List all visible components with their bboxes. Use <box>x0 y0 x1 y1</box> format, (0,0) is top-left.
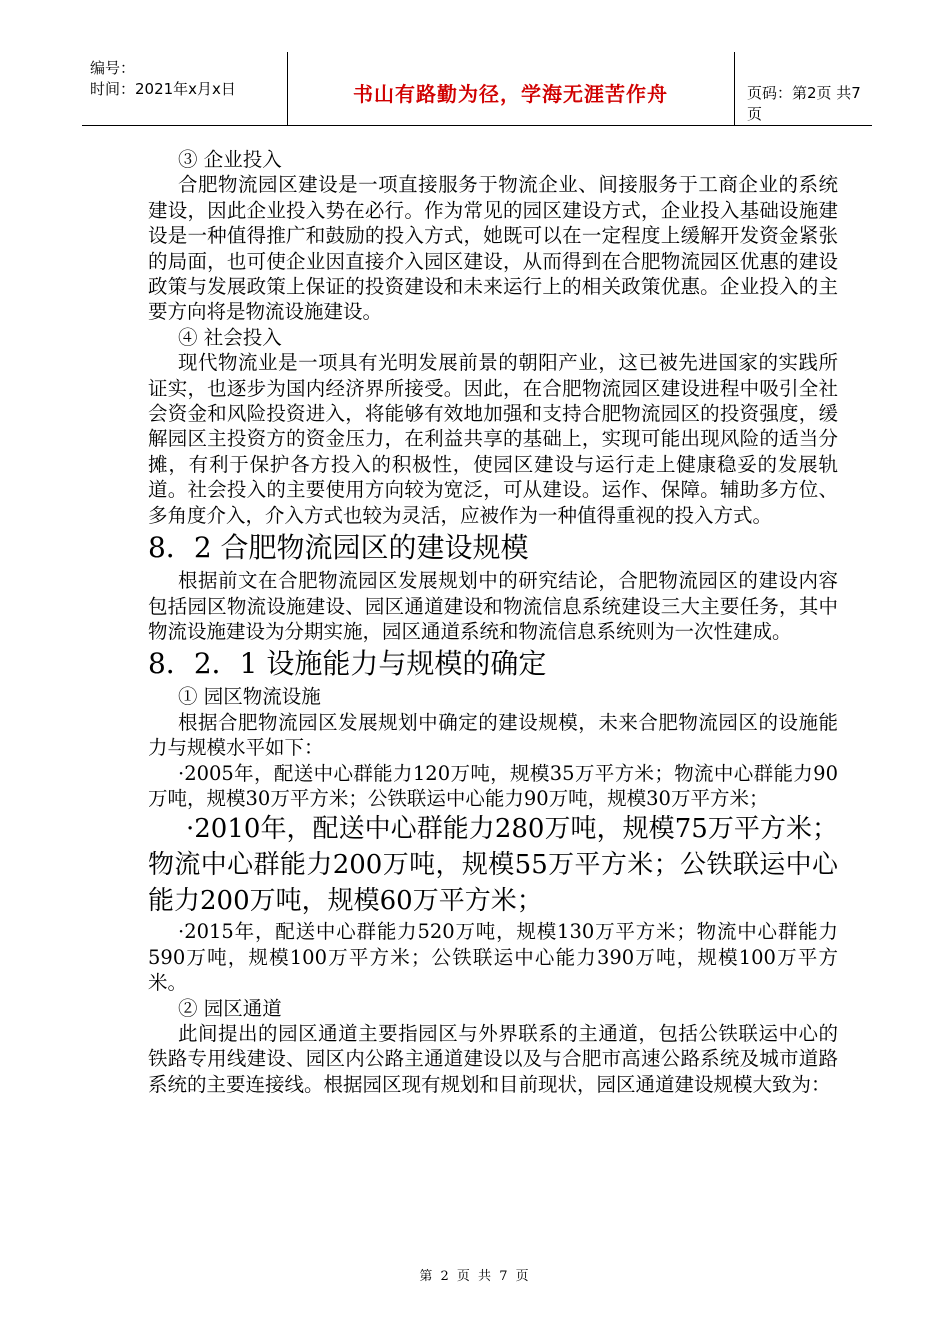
section-heading: 8．2 合肥物流园区的建设规模 <box>148 531 529 565</box>
paragraph: 根据合肥物流园区发展规划中确定的建设规模，未来合肥物流园区的设施能力与规模水平如下： <box>148 710 838 760</box>
number-label: 编号： <box>90 59 136 77</box>
plan-2005: ·2005年，配送中心群能力120万吨，规模35万平方米；物流中心群能力90万吨，规模30万平方米；公铁联运中心能力90万吨，规模30万平方米； <box>148 761 838 810</box>
plan-2010: ·2010年，配送中心群能力280万吨，规模75万平方米；物流中心群能力200万吨，规模55万平方米；公铁联运中心能力200万吨，规模60万平方米； <box>148 814 838 917</box>
header-motto: 书山有路勤为径，学海无涯苦作舟 <box>353 82 668 106</box>
paragraph: 现代物流业是一项具有光明发展前景的朝阳产业，这已被先进国家的实践所证实，也逐步为国内经济界所接受。因此，在合肥物流园区建设进程中吸引全社会资金和风险投资进入，将能够有效地加强和支持合肥物流园区的投资强度，缓解园区主投资方的资金压力，在利益共享的基础上，实现可能出现风险的适当分摊，有利于保护各方投入的积极性，使园区建设与运行走上健康稳妥的发展轨道。社会投入的主要使用方向较为宽泛，可从建设。运作、保障。辅助多方位、多角度介入，介入方式也较为灵活，应被作为一种值得重视的投入方式。 <box>148 351 838 527</box>
header-page-info: 页码：第2页 共7页 <box>747 84 861 123</box>
item-heading: ③ 企业投入 <box>178 148 282 171</box>
paragraph: 合肥物流园区建设是一项直接服务于物流企业、间接服务于工商企业的系统建设，因此企业投入势在必行。作为常见的园区建设方式，企业投入基础设施建设是一种值得推广和鼓励的投入方式，她既可以在一定程度上缓解开发资金紧张的局面，也可使企业因直接介入园区建设，从而得到在合肥物流园区优惠的建设政策与发展政策上保证的投资建设和未来运行上的相关政策优惠。企业投入的主要方向将是物流设施建设。 <box>148 173 838 324</box>
paragraph: 此间提出的园区通道主要指园区与外界联系的主通道，包括公铁联运中心的铁路专用线建设、园区内公路主通道建设以及与合肥市高速公路系统及城市道路系统的主要连接线。根据园区现有规划和目前现状，园区通道建设规模大致为： <box>148 1021 838 1096</box>
time-label: 时间：2021年x月x日 <box>90 80 236 98</box>
paragraph: 根据前文在合肥物流园区发展规划中的研究结论，合肥物流园区的建设内容包括园区物流设施建设、园区通道建设和物流信息系统建设三大主要任务，其中物流设施建设为分期实施，园区通道系统和物流信息系统则为一次性建成。 <box>148 569 838 643</box>
page-footer: 第 2 页 共 7 页 <box>419 1269 531 1284</box>
header-meta <box>90 58 290 100</box>
item-heading: ② 园区通道 <box>178 996 282 1020</box>
item-heading: ④ 社会投入 <box>178 325 282 349</box>
page-header <box>82 52 872 126</box>
document-body <box>148 147 838 1097</box>
subsection-heading: 8．2．1 设施能力与规模的确定 <box>148 647 547 681</box>
header-divider <box>734 52 735 125</box>
item-heading: ① 园区物流设施 <box>178 685 321 709</box>
plan-2015: ·2015年，配送中心群能力520万吨，规模130万平方米；物流中心群能力590万吨，规模100万平方米；公铁联运中心能力390万吨，规模100万平方米。 <box>148 920 838 995</box>
